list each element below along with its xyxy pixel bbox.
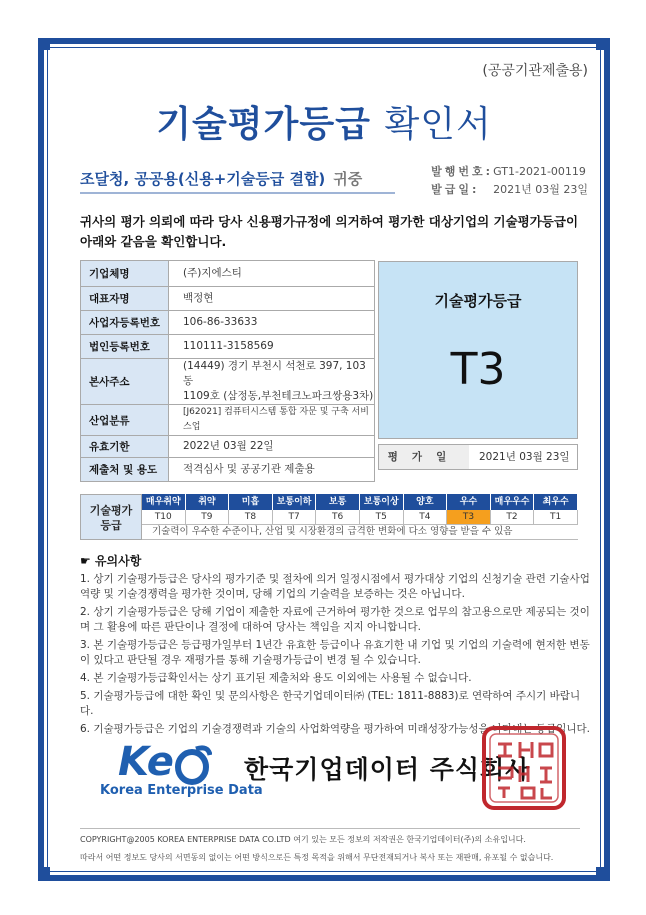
scale-value: T10 [142,510,186,525]
info-key: 사업자등록번호 [81,311,169,335]
info-key: 법인등록번호 [81,335,169,359]
ked-logo [100,739,263,809]
address-line-2: 1109호 (삼정동,부천테크노파크쌍용3차) [183,390,374,402]
scale-header: 보통 [316,494,360,510]
info-row-company [81,261,375,287]
note-item: 6. 기술평가등급은 기업의 기술경쟁력과 기술의 사업화역량을 평가하여 미래성장가능성을 나타내는 등급입니다. [80,723,590,735]
scale-value: T7 [273,510,317,525]
copyright-footer [80,828,580,867]
grade-label: 기술평가등급 [434,292,522,310]
corner-ornament [596,38,608,50]
note-item: 4. 본 기술평가등급확인서는 상기 표기된 제출처와 용도 이외에는 사용될 수 없습니다. [80,672,472,684]
recipient-text: 귀중 [333,170,363,188]
logo-mark: Ke [118,739,174,785]
grade-scale [80,494,578,540]
certificate-page [60,56,588,866]
category-line [80,168,362,189]
logo-swoosh-icon [174,745,212,785]
note-item: 1. 상기 기술평가등급은 당사의 평가기준 및 절차에 의거 일정시점에서 평가대상 기업의 신청기술 관련 기술사업역량 및 기술경쟁력을 평가한 것이며, 당해 기업의 기술력을 보증하는 것은 아닙니다. [80,573,590,600]
company-info-table [80,260,375,482]
info-value: [J62021] 컴퓨터시스템 통합 자문 및 구축 서비스업 [169,405,375,436]
scale-value: T5 [360,510,404,525]
document-usage: (공공기관제출용) [482,63,588,79]
info-key: 대표자명 [81,287,169,311]
info-key: 제출처 및 용도 [81,458,169,482]
info-key: 기업체명 [81,261,169,287]
issue-date: 2021년 03월 23일 [493,183,588,196]
address-line-1: (14449) 경기 부천시 석천로 397, 103동 [183,360,366,387]
scale-header: 보통이상 [360,494,404,510]
issue-date-label: 발급일: [431,183,480,196]
footer-line-2: 따라서 어떤 정보도 당사의 서면동의 없이는 어떤 방식으로든 특정 목적을 위해서 무단전재되거나 복사 또는 재판매, 유포될 수 없습니다. [80,853,554,862]
info-row-address [81,359,375,405]
scale-header: 매우우수 [491,494,535,510]
footer-line-1: COPYRIGHT@2005 KOREA ENTERPRISE DATA CO.LTD 여기 있는 모든 정보의 저작권은 한국기업데이터(주)의 소유입니다. [80,835,526,844]
scale-header: 취약 [186,494,230,510]
info-row-purpose [81,458,375,482]
scale-header: 양호 [404,494,448,510]
scale-values [142,510,578,525]
scale-header: 우수 [447,494,491,510]
scale-value: T4 [404,510,448,525]
category-underline [80,192,395,194]
info-value: 백정현 [169,287,375,311]
company-name: 한국기업데이터 주식회사 [244,755,531,784]
notes-title: ☛ 유의사항 [80,554,142,568]
scale-value: T6 [316,510,360,525]
info-value: 적격심사 및 공공기관 제출용 [169,458,375,482]
grade-box [378,261,578,439]
scale-label-line-1: 기술평가 [89,504,133,517]
intro-text: 귀사의 평가 의뢰에 따라 당사 신용평가규정에 의거하여 평가한 대상기업의 기술평가등급이 아래와 같음을 확인합니다. [80,214,579,249]
info-row-industry [81,405,375,436]
info-value: (주)지에스티 [169,261,375,287]
info-row-ceo [81,287,375,311]
scale-value: T9 [186,510,230,525]
info-value: 2022년 03월 22일 [169,436,375,458]
scale-headers [142,494,578,510]
scale-value: T2 [491,510,535,525]
notes-list [80,572,590,740]
info-key: 본사주소 [81,359,169,405]
note-item: 3. 본 기술평가등급은 등급평가일부터 1년간 유효한 등급이나 유효기한 내 기업 및 기업의 기술력에 현저한 변동이 있다고 판단될 경우 재평가를 통해 기술평가등급이 변경 될 수 있습니다. [80,639,590,666]
note-item: 2. 상기 기술평가등급은 당해 기업이 제출한 자료에 근거하여 평가한 것으로 업무의 참고용으로만 제공되는 것이며 그 활용에 따른 판단이나 결정에 대하여 당사는 책임을 지지 아니합니다. [80,606,590,633]
scale-header: 최우수 [534,494,578,510]
scale-label [80,494,142,540]
corner-ornament [38,867,50,879]
issue-no-label: 발행번호: [431,165,494,178]
scale-value: T1 [534,510,578,525]
info-key: 산업분류 [81,405,169,436]
info-row-corpno [81,335,375,359]
issue-info [431,163,588,199]
issue-no: GT1-2021-00119 [493,165,586,178]
scale-value: T3 [447,510,491,525]
grade-description: 기술력이 우수한 수준이나, 산업 및 시장환경의 급격한 변화에 다소 영향을 받을 수 있음 [142,525,578,540]
info-value [169,359,375,405]
scale-value: T8 [229,510,273,525]
info-value: 110111-3158569 [169,335,375,359]
eval-date-label: 평가일 [379,445,469,469]
category-text: 조달청, 공공용(신용+기술등급 결합) [80,170,326,188]
scale-header: 보통이하 [273,494,317,510]
evaluation-date [378,444,578,470]
official-seal-icon [478,722,570,814]
scale-label-line-2: 등급 [100,519,122,532]
document-title [60,96,588,147]
info-value: 106-86-33633 [169,311,375,335]
title-bold: 기술평가등급 [156,104,371,145]
logo-subtitle: Korea Enterprise Data [100,783,263,798]
info-row-bizno [81,311,375,335]
corner-ornament [38,38,50,50]
scale-grid [142,494,578,540]
scale-header: 매우취약 [142,494,186,510]
info-key: 유효기한 [81,436,169,458]
scale-header: 미흡 [229,494,273,510]
info-row-validity [81,436,375,458]
note-item: 5. 기술평가등급에 대한 확인 및 문의사항은 한국기업데이터㈜ (TEL: 1811-8883)로 연락하여 주시기 바랍니다. [80,690,581,717]
corner-ornament [596,867,608,879]
title-light: 확인서 [384,104,492,145]
eval-date-value: 2021년 03월 23일 [479,451,570,463]
grade-value: T3 [450,344,506,395]
